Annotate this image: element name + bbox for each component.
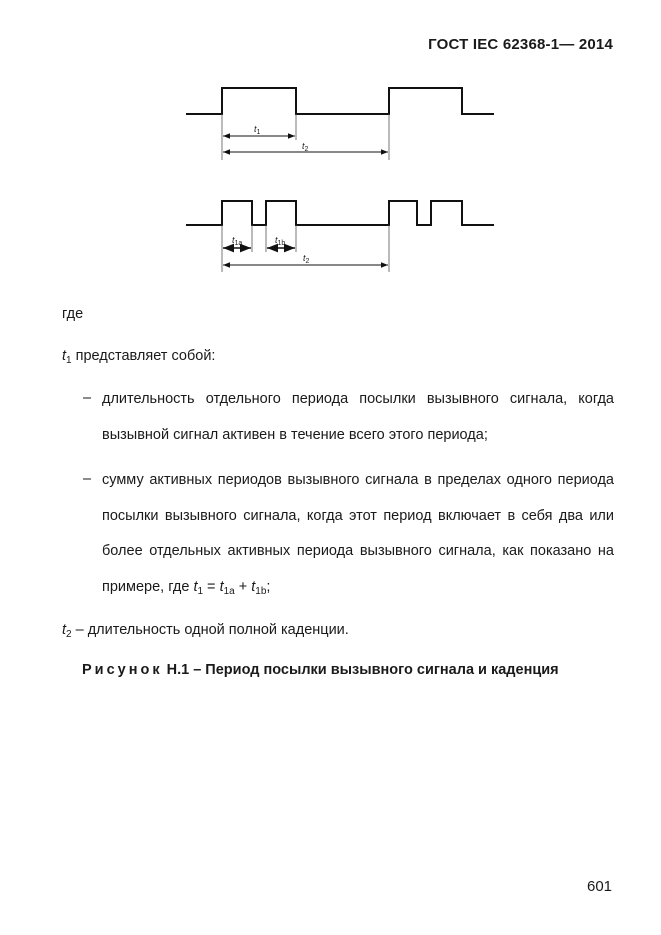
document-header: ГОСТ IEC 62368-1— 2014 [428, 36, 613, 53]
definition-item-1: длительность отдельного периода посылки вызывного сигнала, когда вызывной сигнал активен в течение всего этого периода; [102, 391, 614, 443]
bottom-waveform [186, 201, 494, 225]
t2-definition: $t_2$ – длительность одной полной каденции. [62, 622, 349, 640]
top-waveform [186, 88, 494, 114]
list-dash: – [83, 390, 92, 406]
figure-caption: Рисунок Н.1 – Период посылки вызывного сигнала и каденция [82, 662, 559, 678]
list-dash: – [83, 471, 92, 487]
top-t2-label: $t_2$ [302, 141, 309, 153]
top-t1-label: $t_1$ [254, 124, 261, 136]
t1-definition-intro: $t_1$ представляет собой: [62, 348, 216, 366]
bottom-t1b-label: $t_{1b}$ [275, 235, 286, 247]
page-number: 601 [587, 878, 613, 895]
bottom-t1a-label: $t_{1a}$ [232, 235, 243, 247]
definition-item-2: сумму активных периодов вызывного сигнала в пределах одного периода посылки вызывного сигнала, когда этот период включает в себя два или более отдельных активных периода вызывного сигнала, как показано на примере, где $t_1 = t_{1a} + t_{1b}$; [102, 472, 614, 597]
where-label: где [62, 306, 84, 322]
bottom-t2-label: $t_2$ [303, 253, 310, 265]
cadence-diagram [0, 0, 661, 300]
